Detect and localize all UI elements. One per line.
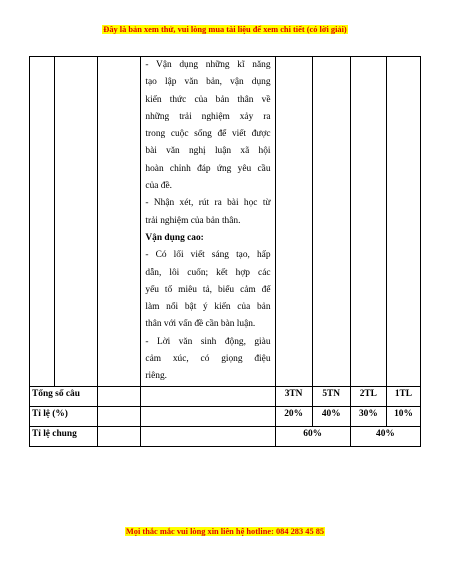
hotline-banner (0, 527, 450, 536)
empty-cell (312, 57, 350, 387)
desc-line: yếu tố miêu tả, biểu cảm để (145, 284, 271, 295)
total-label: Tổng số câu (30, 386, 98, 406)
description-row (30, 57, 421, 387)
desc-line: của đề. (145, 181, 172, 192)
empty-cell (98, 386, 141, 406)
total-value: 5TN (312, 386, 350, 406)
description-cell (141, 57, 275, 387)
ratio-value: 30% (350, 406, 386, 426)
desc-line: riêng. (145, 371, 168, 382)
ratio-value: 40% (312, 406, 350, 426)
desc-heading: Vận dụng cao: (145, 232, 204, 243)
empty-cell (275, 57, 312, 387)
desc-line: cảm xúc, có giọng điệu (145, 354, 271, 365)
desc-line: những trải nghiệm xảy ra (145, 111, 271, 122)
empty-cell (98, 406, 141, 426)
empty-cell (98, 426, 141, 446)
empty-cell (350, 57, 386, 387)
overall-row (30, 426, 421, 446)
overall-value: 40% (350, 426, 420, 446)
overall-label: Tỉ lệ chung (30, 426, 98, 446)
desc-line: - Lời văn sinh động, giàu (145, 336, 271, 347)
desc-line: - Có lối viết sáng tạo, hấp (145, 250, 271, 261)
overall-value: 60% (275, 426, 350, 446)
desc-line: làm nổi bật ý kiến của bản (145, 302, 271, 313)
desc-line: dẫn, lôi cuốn; kết hợp các (145, 267, 271, 278)
ratio-value: 20% (275, 406, 312, 426)
desc-line: tạo lập văn bản, vận dụng (145, 77, 271, 88)
empty-cell (54, 57, 97, 387)
desc-line: trải nghiệm của bản thân. (145, 215, 241, 226)
empty-cell (386, 57, 420, 387)
desc-line: trong cuộc sống để viết được (145, 129, 271, 140)
ratio-label: Tỉ lệ (%) (30, 406, 98, 426)
desc-line: thân với vấn đề cần bàn luận. (145, 319, 256, 330)
rubric-table (29, 56, 421, 447)
total-value: 3TN (275, 386, 312, 406)
empty-cell (141, 386, 275, 406)
desc-line: - Vận dụng những kĩ năng (145, 60, 271, 70)
total-value: 1TL (386, 386, 420, 406)
empty-cell (98, 57, 141, 387)
empty-cell (141, 426, 275, 446)
empty-cell (30, 57, 55, 387)
desc-line: kiến thức của bản thân về (145, 94, 271, 105)
preview-banner-text: Đây là bản xem thử, vui lòng mua tài liệu để xem chi tiết (có lời giải) (103, 25, 347, 34)
empty-cell (141, 406, 275, 426)
ratio-row (30, 406, 421, 426)
ratio-value: 10% (386, 406, 420, 426)
preview-banner (0, 25, 450, 34)
desc-line: hoàn chỉnh đáp ứng yêu cầu (145, 163, 271, 174)
total-value: 2TL (350, 386, 386, 406)
hotline-banner-text: Mọi thắc mắc vui lòng xin liên hệ hotline: 084 283 45 85 (125, 527, 325, 536)
desc-line: - Nhận xét, rút ra bài học từ (145, 198, 271, 209)
desc-line: bài văn nghị luận xã hội (145, 146, 271, 157)
total-row (30, 386, 421, 406)
